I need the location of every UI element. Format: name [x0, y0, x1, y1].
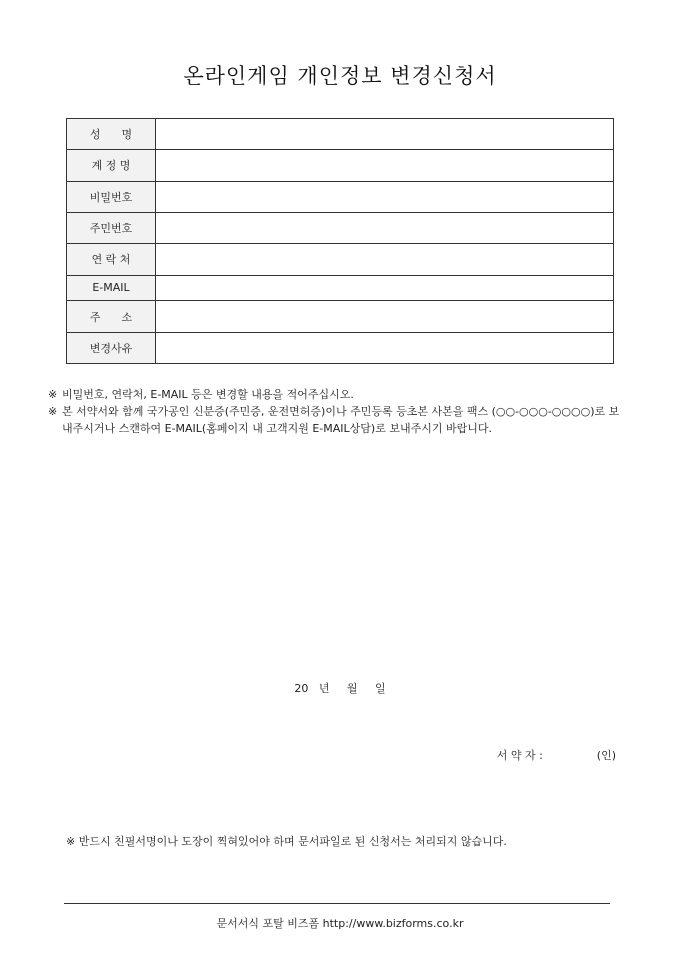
field-label: 연 락 처 — [67, 244, 156, 275]
note-item — [48, 403, 628, 437]
form-row-reason — [67, 332, 614, 363]
field-value — [156, 332, 614, 363]
date-line: 20 년 월 일 — [294, 682, 386, 695]
note-mark: ※ — [48, 388, 58, 401]
field-value — [156, 301, 614, 332]
warning-text: ※ 반드시 친필서명이나 도장이 찍혀있어야 하며 문서파일로 된 신청서는 처리되지 않습니다. — [66, 835, 507, 848]
note-text: 본 서약서와 함께 국가공인 신분증(주민증, 운전면허증)이나 주민등록 등초본 사본을 팩스 (○○-○○○-○○○○)로 보내주시거나 스캔하여 E-MAIL(홈페이지 내 고객지원 E-MAIL상담)로 보내주시기 바랍니다. — [62, 405, 620, 435]
note-text: 비밀번호, 연락처, E-MAIL 등은 변경할 내용을 적어주십시오. — [62, 388, 354, 401]
field-label: 성 명 — [67, 119, 156, 150]
signature-line — [497, 747, 616, 763]
footer-divider — [64, 903, 610, 904]
field-label: 계 정 명 — [67, 150, 156, 181]
field-value — [156, 275, 614, 301]
note-mark: ※ — [48, 405, 58, 418]
seal-mark: (인) — [596, 749, 616, 762]
signer-label: 서 약 자 : — [496, 749, 543, 762]
field-value — [156, 212, 614, 243]
field-value — [156, 119, 614, 150]
document-title: 온라인게임 개인정보 변경신청서 — [183, 64, 497, 88]
form-row-contact — [67, 244, 614, 275]
footer-text: 문서서식 포탈 비즈폼 http://www.bizforms.co.kr — [216, 917, 464, 930]
notes-section — [48, 386, 628, 437]
field-value — [156, 244, 614, 275]
field-value — [156, 150, 614, 181]
form-row-resident-number — [67, 212, 614, 243]
note-item — [48, 386, 628, 403]
form-row-name — [67, 119, 614, 150]
form-row-address — [67, 301, 614, 332]
field-label: 비밀번호 — [67, 181, 156, 212]
field-label: E-MAIL — [67, 275, 156, 301]
form-row-password — [67, 181, 614, 212]
field-label: 주 소 — [67, 301, 156, 332]
form-row-account — [67, 150, 614, 181]
field-value — [156, 181, 614, 212]
application-form-table — [66, 118, 614, 364]
field-label: 변경사유 — [67, 332, 156, 363]
form-row-email — [67, 275, 614, 301]
field-label: 주민번호 — [67, 212, 156, 243]
